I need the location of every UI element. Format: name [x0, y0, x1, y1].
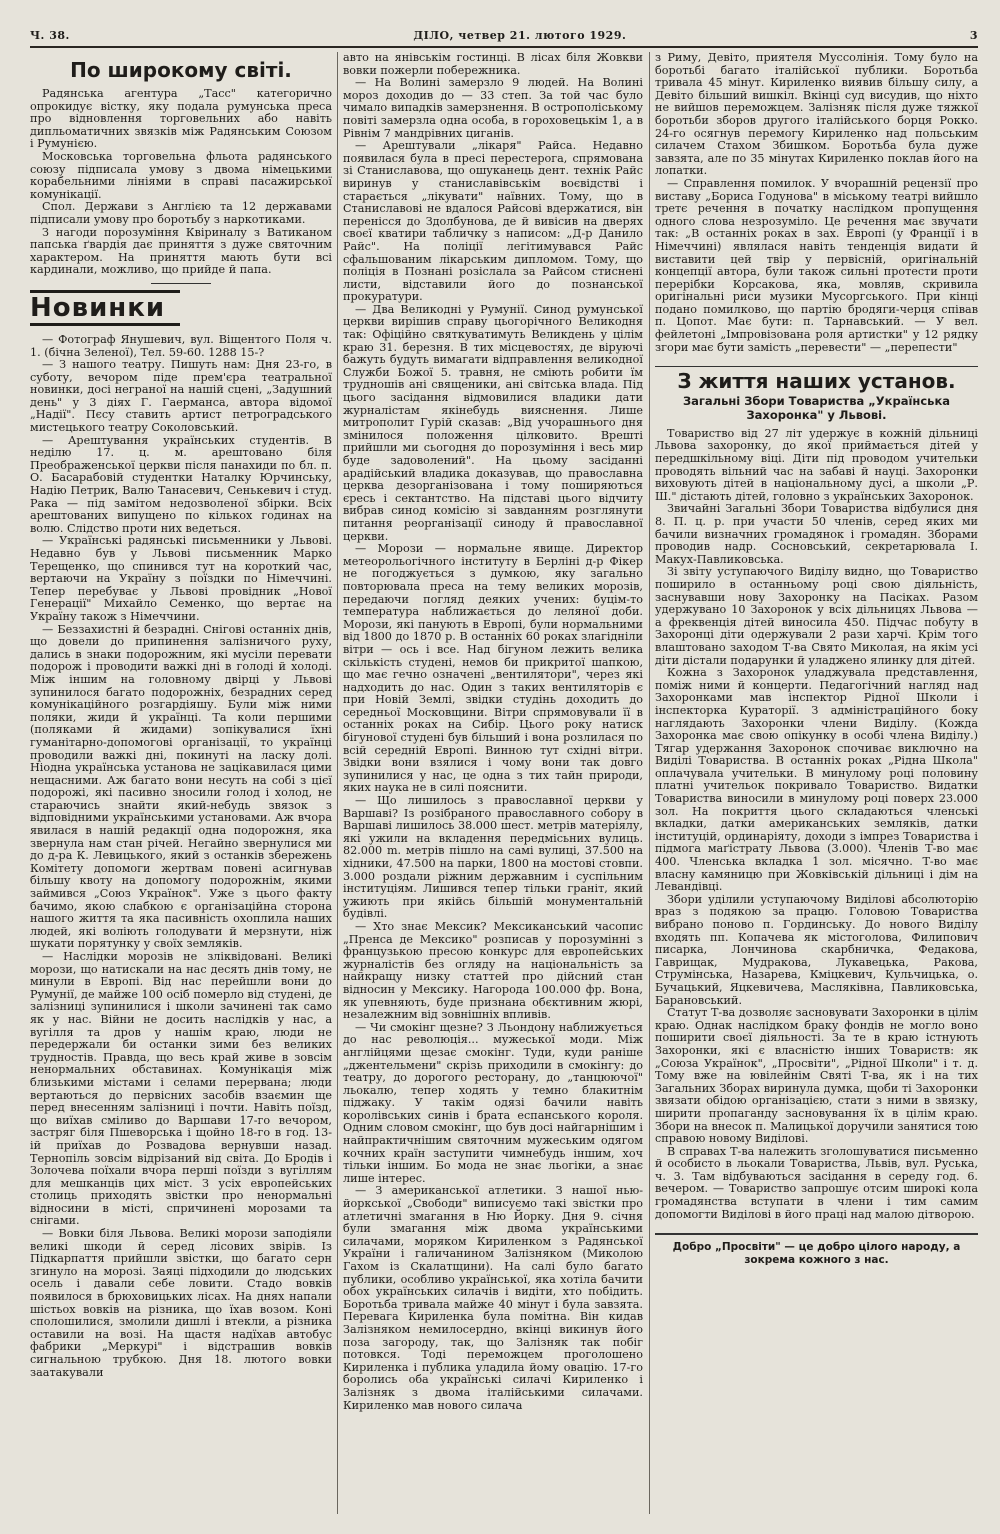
paper-name: ДІЛО,: [413, 28, 454, 42]
paragraph: В справах Т-ва належить зголошуватися письменно й особисто в льокали Товариства, Львів, вул. Руська, ч. 3. Там відбуваються засідання в середу год. 6. вечером. — Товариство запрошує отсим широкі кола громадянства вступати в члени і тим самим допомогти Виділові в його праці над малою дітворою.: [655, 1144, 978, 1221]
paragraph: авто на янівськім гостинці. В лісах біля Жовкви вовки пожерли побережника.: [343, 52, 643, 77]
column-2: [343, 52, 643, 1514]
news-item: — Чи смокінг щезне? З Льондону наближується до нас революція... мужеської моди. Між англійцями щезає смокінг. Туди, куди раніше „джентельмени" скрізь приходили в смокінгу: до театру, до дорогого ресторану, до „танцюючої" льокалю, тепер ходять у темно блакитнім піджаку. У такім одязі бачили навіть королівських синів і брата еспанського короля. Одним словом смокінг, що був досі найгарнішим і найпрактичнішим святочним мужеським одягом кочних країн заступити чимнебудь іншим, хоч тільки іншим. Бо мода не знає льогіки, а знає лише інтерес.: [343, 1020, 643, 1185]
news-item: — З американської атлетики. З нашої нью-йоркської „Свободи" виписуємо такі звістки про атлетичні змагання в Ню Йорку. Дня 9. січня були змагання між двома українськими силачами, моряком Кириленком з Радянської України і галичанином Залізняком (Миколою Гахом із Скалатщини). На салі було багато публики, особливо української, яка хотіла бачити обох українських силачів і видіти, хто побідить. Боротьба тривала майже 40 мінут і була завзята. Перевага Кириленка була помітна. Він кидав Залізняком немилосердно, вкінці викинув його поза загороду, так, що Залізняк так побіг потовкся. Тоді переможцем проголошено Кириленка і публика уладила йому овацію. 17-го боролись оба українські силачі Кириленко і Залізняк з двома італійськими силачами. Кириленко мав нового силача: [343, 1184, 643, 1412]
paragraph: Зі звіту уступаючого Виділу видно, що Товариство поширило в останньому році свою діяльність, заснувавши нову Захоронку на Пасіках. Разом удержувано 10 Захоронок у всіх дільницях Львова — а фреквенція дітей виносила 450. Підчас побуту в Захоронці діти одержували 2 рази харчі. Крім того влаштовано заходом Т-ва Свято Миколая, на якім усі діти дістали подарунки й уладжено ялинку для дітей.: [655, 565, 978, 667]
section-title-world: По широкому світі.: [70, 58, 292, 82]
section-title-news: Новинки: [30, 290, 180, 326]
paragraph: Товариство від 27 літ удержує в кожній дільниці Львова захоронку, до якої приймається дітей у передшкільному віці. Діти під проводом учительки проводять вільний час на забаві й науці. Захоронки виховують дітей в національному дусі, а школи „Р. Ш." дістають дітей, головно з українських Захоронок.: [655, 426, 978, 503]
news-item: — Наслідки морозів не зліквідовані. Великі морози, що натискали на нас десять днів тому, не минули в Европі. Від нас перейшли вони до Румунії, де майже 100 осіб померло від студені, де залізниці зупинилися і школи зачинені так само як у нас. Війни не досить наслідків у нас, а вугілля та дров у нашім краю, люди не передержали би останки зими без великих трудностів. Правда, що весь край живе в зовсім ненормальних обставинах. Комунікація між близькими містами і селами перервана; люди вертаються до первісних засобів взаємин ще перед внесенням залізниці і почти. Навіть поїзд, що виїхав сміливо до Варшави 17-го вечором, застряг біля Пшеворська і щойно 18-го в год. 13-ій приїхав до Розвадова вернувши назад. Тернопіль зовсім відрізаний від світа. До Бродів і Золочева поїхали вчора перші поїзди з вугіллям для мешканців цих міст. З усіх европейських столиць приходять звістки про ненормальні відносини в місті, спричинені морозами та снігами.: [30, 950, 332, 1228]
masthead-center: [413, 29, 626, 42]
news-item: — На Волині замерзло 9 людей. На Волині мороз доходив до — 33 степ. За той час було чимало випадків замерзнення. В острополіському повіті замерзла одна особа, в гороховецькім 1, а в Рівнім 7 мандрівних циганів.: [343, 76, 643, 140]
masthead-rule: [30, 46, 978, 48]
column-divider: [649, 52, 650, 1514]
news-item: — Беззахистні й безрадні. Снігові останніх днів, що довели до припинення залізничого руху, дались в знаки подорожним, які мусіли перевати подорож і проводити важкі дні в голоді й холоді. Між іншим на головному двірці у Львові зупинилося багато подорожніх, безрадних серед комунікаційного розгардіяшу. Були між ними поляки, жиди й українці. Та коли першими (поляками й жидами) зопікувалися їхні гуманітарно-допомогові організації, то українці проводили важкі дні, покинуті на ласку долі. Ніодна українська установа не зацікавилася цими нещасними. Аж багато вони несуть на собі з цієї подорожі, які пасивно зносили голод і холод, не стараючись знайти який-небудь звязок з відповідними українськими установами. Аж вчора явилася в нашій редакції одна подорожня, яка звернула нам стан річей. Негайно звернулися ми до д-ра К. Левицького, який з останків збережень Комітету допомоги жертвам повені асигнував більшу квоту на допомогу подорожнім, якими займився „Союз Українок". Уже з цього факту бачимо, якою слабкою є організаційна сторона нашого життя та яка пасивність охоплила наших людей, які воліють голодувати й мерзнути, ніж шукати порятунку у своїх земляків.: [30, 622, 332, 951]
news-item: — Українські радянські письменники у Львові. Недавно був у Львові письменник Марко Терещенко, що спинився тут на короткий час, вертаючи на Україну з поїздки по Німеччині. Тепер перебуває у Львові провідник „Нової Генерації" Михайло Семенко, що вертає на Україну також з Німеччини.: [30, 534, 332, 623]
paragraph: Московська торговельна фльота радянського союзу підписала умову з двома німецькими корабельними лініями в справі пасажирської комунікації.: [30, 149, 332, 201]
paragraph: Радянська агентура „Тасс" категорично опрокидує вістку, яку подала румунська преса про відновлення торговельних або навіть дипльоматичних звязків між Радянським Союзом і Румунією.: [30, 87, 332, 151]
paragraph: З нагоди порозуміння Квіриналу з Ватиканом папська ґвардія дає приняття з дуже святочним характером. На приняття мають бути всі кардинали, можливо, що прийде й папа.: [30, 225, 332, 277]
news-item: — Що лишилось з православної церкви у Варшаві? Із розібраного православного собору в Варшаві лишилось 38.000 шест. метрів матеріялу, які ужили на вкладення передмісьних вулиць. 82.000 m. метрів пішло на самі вулиці, 37.500 на хідники, 47.500 на парки, 1800 на мостові стовпи. 3.000 роздали ріжним державним і суспільним інституціям. Лишився тепер тільки граніт, який ужиють при якійсь більшій монументальній будівлі.: [343, 794, 643, 921]
column-1: [30, 52, 332, 1514]
paragraph: Звичайні Загальні Збори Товариства відбулися дня 8. П. ц. р. при участи 50 членів, серед яких ми бачили визначних громадянок і громадян. Зборами проводив надр. Сосновський, секретарювала І. Макух-Павликовська.: [655, 502, 978, 566]
page-number: 3: [969, 28, 978, 42]
issue-number: Ч. 38.: [30, 28, 70, 42]
paragraph: Кожна з Захоронок уладжувала представлення, поміж ними й концерти. Педагогічний нагляд над Захоронками мав інспектор Рідної Школи і інспекторка Кураторії. З адміністраційного боку наглядають Захоронки члени Виділу. (Кожда Захоронка має свою опікунку в особі члена Виділу.) Тягар удержання Захоронок спочиває виключно на Виділі Товариства. В останніх роках „Рідна Школа" оплачувала учительки. В минулому році половину платні учительок покривало Товариство. Видатки Товариства виносили в минулому році поверх 23.000 зол. На покриття цього складаються членські вкладки, датки американських земляків, датки інституцій, ординаріяту, доходи з імпрез Товариства і підмога маґістрату Львова (3.000). Членів Т-во має 400. Членська вкладка 1 зол. місячно. Т-во має власну камяницю при Жовківській дільниці і дім на Левандівці.: [655, 666, 978, 894]
news-item: — З нашого театру. Пишуть нам: Дня 23-го, в суботу, вечором піде прем'єра театральної новинки, досі неграної на нашій сцені, „Задушний день" у 3 діях Г. Гаерманса, автора відомої „Надії". Пєсу ставить артист петроградського мистецького театру Соколовський.: [30, 358, 332, 435]
paragraph: з Риму, Девіто, приятеля Муссолінія. Тому було на боротьбі багато італійської публики. Боротьба тривала 45 мінут. Кириленко виявив більшу силу, а Девіто більший вишкіл. Вкінці суд висудив, що ніхто не вийшов переможцем. Залізняк після дуже тяжкої боротьби зборов другого італійського борця Рокко. 24-го осягнув перемогу Кириленко над польським силачем Стахом Збишком. Боротьба була дуже завзята, але по 35 мінутах Кириленко поклав його на лопатки.: [655, 52, 978, 178]
news-item: — Вовки біля Львова. Великі морози заподіяли великі шкоди й серед лісових звірів. Із Підкарпаття прийшли звістки, що багато серн згинуло на морозі. Заяці підходили до людських осель і давали себе ловити. Стадо вовків появилося в брюховицьких лісах. На днях напали шістьох вовків на різника, що їхав возом. Коні сполошилися, змолили дишлі і втекли, а різника оставили на возі. На щастя надїхав автобус фабрики „Меркурі" і відстрашив вовків сигнальною трубкою. Дня 18. лютого вовки заатакували: [30, 1227, 332, 1379]
paragraph: Спол. Держави з Англією та 12 державами підписали умову про боротьбу з наркотиками.: [30, 200, 332, 226]
issue-date: четвер 21. лютого 1929.: [458, 28, 627, 42]
news-item: — Морози — нормальне явище. Директор метеорольогічного інституту в Берліні д-р Фікер не погоджується з думкою, яку загально повторювала преса на тему великих морозів, передаючи погляд деяких учених: буцім-то температура наближається до леляної доби. Морози, які панують в Европі, були нормальними від 1800 до 1870 р. В останніх 60 роках злагідніли вітри — ось і все. Над бігуном лежить велика скількість студені, немов би прикритої шапкою, що має гечно означені „вентилятори", через які надходить до нас. Один з таких вентиляторів є при Новій Землі, звідки студінь доходить до середньої Московщини. Вітри спрямовували її в останніх роках на Сибір. Цього року натиск бігунової студені був більший і вона розлилася по всій середній Европі. Винною тут східні вітри. Звідки вони взялися і чому вони так довго зупинилися у нас, це одна з тих тайн природи, яких наука не в силі пояснити.: [343, 542, 643, 795]
prosvita-slogan: Добро „Просвіти" — це добро цілого народу, а зокрема кожного з нас.: [655, 1233, 978, 1267]
paragraph: Збори уділили уступаючому Виділові абсолюторію враз з подякою за працю. Головою Товариства вибрано поново п. Гординську. До нового Виділу входять пп. Копачева як містоголова, Филипович писарка, Лончинова скарбничка, Федакова, Гаврищак, Мудракова, Лукавецька, Ракова, Струмінська, Назарева, Кміцкевич, Кульчицька, о. Бучацький, Яцкевичева, Масляківна, Павликовська, Барановський.: [655, 892, 978, 1007]
news-item: — Хто знає Мексик? Мексиканський часопис „Пренса де Мексико" розписав у порозумінні з французькою пресою конкурс для европейських журналістів без огляду на національність за найкращу низку статтей про дійсний стан відносин у Мексику. Нагорода 100.000 фр. Вона, як упевняють, буде признана обєктивним жюрі, незалежним від зовнішніх впливів.: [343, 919, 643, 1022]
article-subheading: Загальні Збори Товариства „Українська Захоронка" у Львові.: [682, 393, 951, 422]
news-item: — Арештували „лікаря" Райса. Недавно появилася була в пресі перестерога, спрямована зі Станиславова, що ошуканець дент. технік Райс виринув у станиславівськім воєвідстві і старається „лікувати" наївних. Тому, що в Станиславові не вдалося Райсові вдержатися, він перенісся до Здолбунова, де й вивісив на дверях своєї кватири табличку з написом: „Д-р Данило Райс". На поліції легітимувався Райс сфальшованим лікарським дипломом. Тому, що поліція в Познані розіслала за Райсом стиснені листи, відставили його до познанської прокуратури.: [343, 139, 643, 304]
news-item: — Справлення помилок. У вчорашній рецензії про виставу „Бориса Годунова" в міському театрі вийшло третє речення в початку наслідком пропущення одного слова незрозуміло. Це речення має звучати так: „В останніх роках в зах. Европі (у Франції і в Німеччині) являлася навіть тенденція видати й виставити цей твір у первісній, оригінальній концепції автора, були також сильні протести проти перерібки Корсакова, яка, мовляв, скривила оригінальні риси музики Мусоргського. При кінці подано помилково, що партію бродяги-черця співав п. Цопот. Має бути: п. Тарнавський. — У вел. фейлетоні „Імпровізована роля артистки" у 12 рядку згори має бути замість „перевести" — „перепести": [655, 176, 978, 354]
paragraph: Статут Т-ва дозволяє засновувати Захоронки в цілім краю. Однак наслідком браку фондів не могло воно поширити своєї діяльності. За те в краю істнують Захоронки, які є власністю інших Товариств: як „Союза Українок", „Просвіти", „Рідної Школи" і т. д. Тому вже на ювілейнім Святі Т-ва, як і на тих Загальних Зборах виринула думка, щоби ті Захоронки звязати обідою організацією, стати з ними в звязку, ширити пропаганду засновування їх в цілім краю. Збори на внесок п. Малицької доручили занятися тою справою новому Виділові.: [655, 1006, 978, 1146]
column-divider: [337, 52, 338, 1514]
news-item: — Два Великодні у Румунії. Синод румунської церкви вирішив справу цьогорічного Великодня так: Офіційно святкуватимуть Великдень у цілім краю 31. березня. В тих місцевостях, де віруючі бажуть будуть вимагати відправлення великодної Служби Божої 5. травня, не сміють робити їм трудношів ані священики, ані світська влада. Під цього засідання відмовилися владики дати журналістам якінебудь вияснення. Лише митрополит Гурій сказав: „Від учорашнього дня змінилося положення цілковито. Врешті прийшли ми сьогодня до порозуміння і весь мир буде задоволений". На цьому засіданні арадійський владика доказував, що православна церква дезорганізована і тому поширяються єресь і сектантство. На підставі цього відчиту вибрав синод комісію зі завданням розглянути питання реорганізації синоду й православної церкви.: [343, 302, 643, 543]
column-3: [655, 52, 978, 1514]
divider: [151, 283, 211, 284]
masthead: [30, 26, 978, 44]
news-item: — Арештування українських студентів. В неділю 17. ц. м. арештовано біля Преображенської церкви після панахиди по бл. п. О. Басарабовій студентки Наталку Юрчинську, Надію Петрик, Валю Танасевич, Сенькевич і студ. Рака — під замітом недозволеної збірки. Всіх арештованих випущено по кількох годинах на волю. Слідство проти них ведеться.: [30, 433, 332, 535]
news-item: — Фотограф Янушевич, вул. Віщентого Поля ч. 1. (бічна Зеленої), Тел. 59-60. 1288 15-?: [30, 332, 332, 359]
section-title-institutions: З життя наших установ.: [655, 366, 978, 388]
